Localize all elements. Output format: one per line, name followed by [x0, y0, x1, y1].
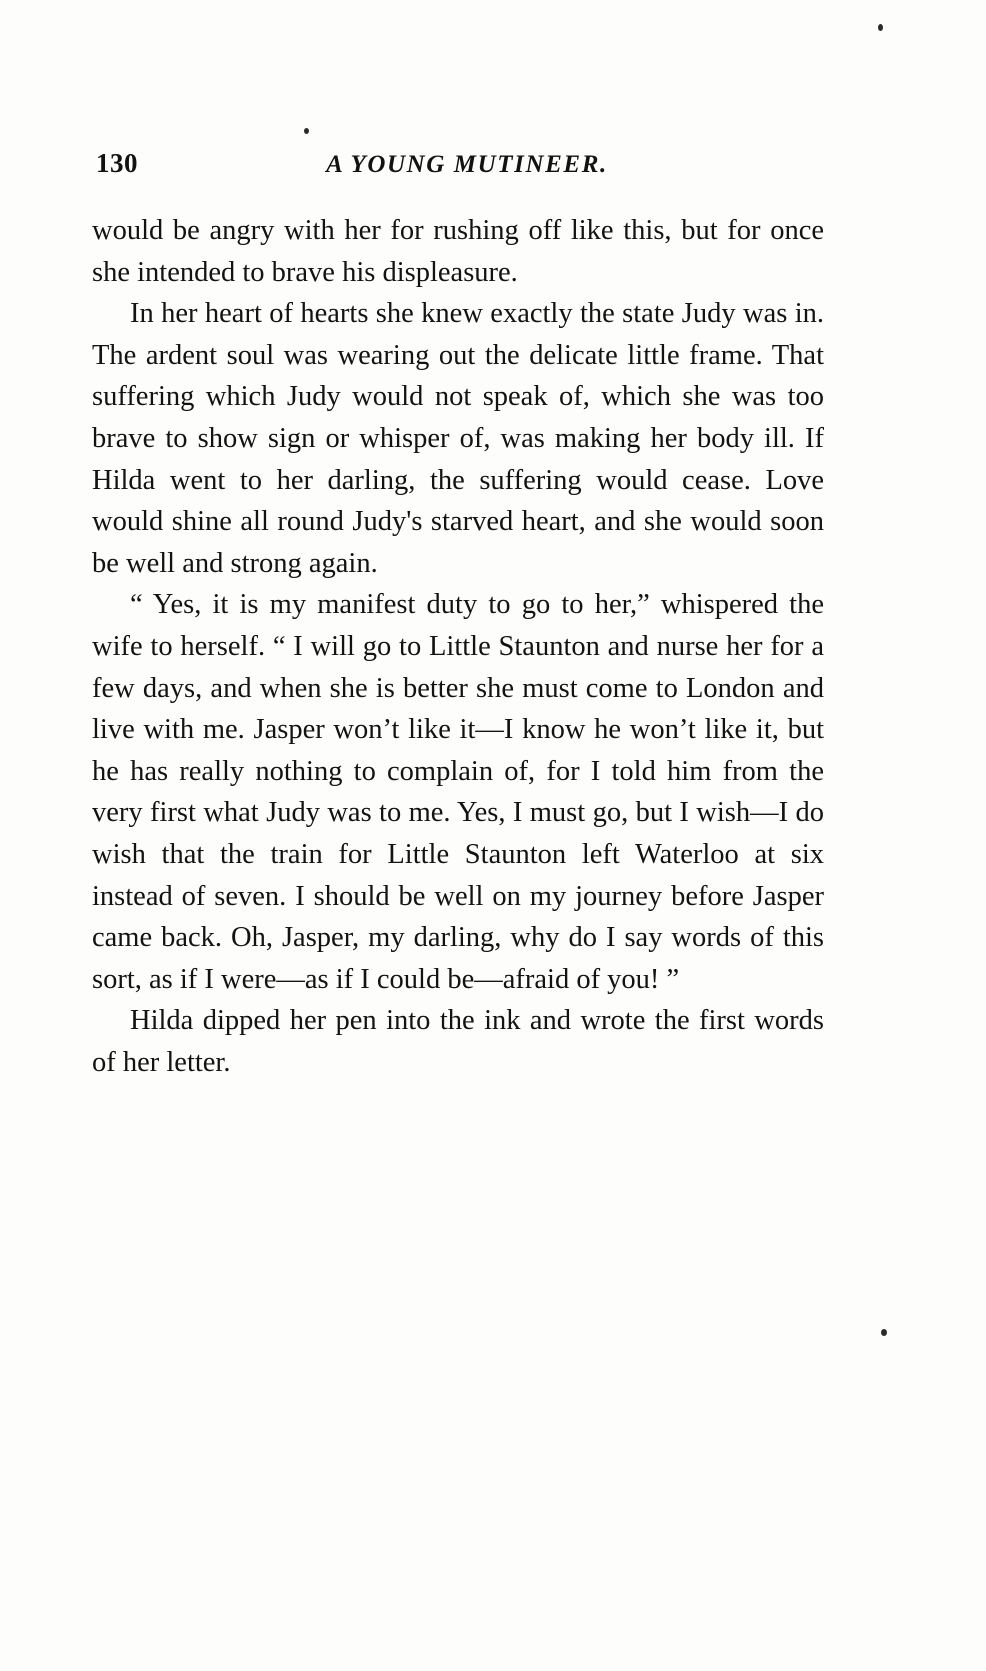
paragraph: would be angry with her for rushing off like this, but for once she intended to brave his displeasure.: [92, 215, 824, 288]
running-title: A YOUNG MUTINEER.: [326, 151, 608, 178]
print-speck-icon: [304, 128, 309, 134]
page-header: [96, 148, 836, 179]
page-number: 130: [96, 148, 138, 178]
print-speck-icon: [878, 24, 883, 31]
page-body: [92, 210, 824, 1083]
paragraph: “ Yes, it is my manifest duty to go to her,” whispered the wife to herself. “ I will go to Little Staunton and nurse her for a few days, and when she is better she must come to London and live with me. Jasper won’t like it—I know he won’t like it, but he has really nothing to complain of, for I told him from the very first what Judy was to me. Yes, I must go, but I wish—I do wish that the train for Little Staunton left Waterloo at six instead of seven. I should be well on my journey before Jasper came back. Oh, Jasper, my darling, why do I say words of this sort, as if I were—as if I could be—afraid of you! ”: [92, 589, 824, 995]
paragraph: Hilda dipped her pen into the ink and wrote the first words of her letter.: [92, 1005, 824, 1078]
paragraph: In her heart of hearts she knew exactly the state Judy was in. The ardent soul was wearing out the delicate little frame. That suffering which Judy would not speak of, which she was too brave to show sign or whisper of, was making her body ill. If Hilda went to her darling, the suffering would cease. Love would shine all round Judy's starved heart, and she would soon be well and strong again.: [92, 298, 824, 579]
print-speck-icon: [881, 1329, 887, 1336]
